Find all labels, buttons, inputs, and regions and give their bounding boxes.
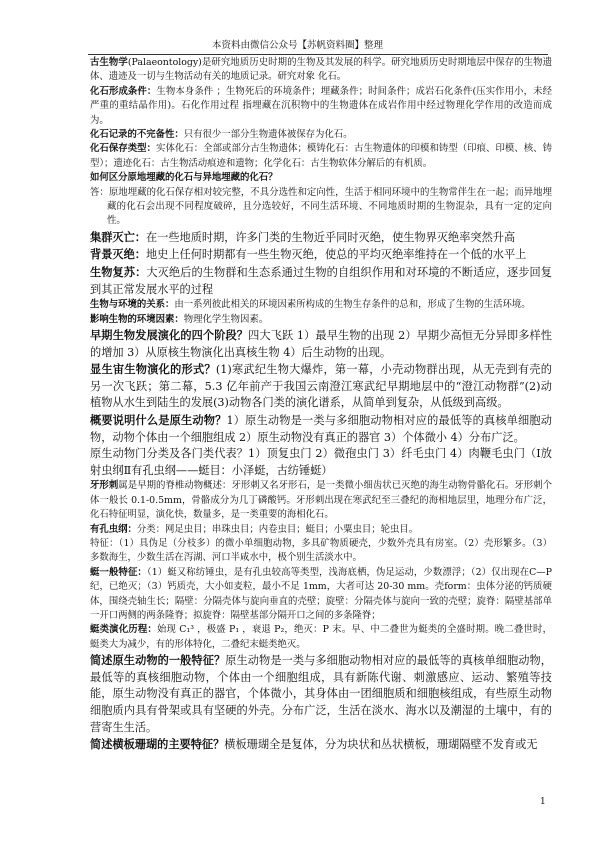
paragraph-term: 有孔虫纲： xyxy=(90,523,137,535)
paragraph-text: 在一些地质时期，许多门类的生物近乎同时灭绝，使生物界灭绝率突然升高 xyxy=(145,230,516,244)
paragraph xyxy=(90,313,552,327)
paragraph-text: 分类：网足虫目；串珠虫目；内卷虫目；蜓目；小粟虫目；轮虫目。 xyxy=(136,523,419,535)
page-header: 本资料由微信公众号【苏帆资料圈】整理 xyxy=(211,40,383,51)
paragraph-term: 显生宙生物演化的形式？ xyxy=(90,362,216,377)
paragraph-text: 大灭绝后的生物群和生态系通过生物的自组织作用和对环境的不断适应，逐步回复到其正常发展水平的过程 xyxy=(90,266,552,296)
paragraph xyxy=(90,523,552,537)
paragraph-term: 概要说明什么是原生动物？ xyxy=(90,413,227,428)
paragraph xyxy=(90,652,552,736)
paragraph-term: 化石保存类型： xyxy=(90,143,157,155)
paragraph xyxy=(90,85,552,128)
paragraph-text: 原生动物是一类与多细胞动物相对应的最低等的真核单细胞动物，最低等的真核细胞动物，个体由一个细胞组成，具有新陈代谢、刺激感应、运动、繁殖等技能，原生动物没有真正的器官，个体微小，其身体由一团细胞质和细胞核组成，有些原生动物细胞质内具有骨架或具有坚硬的外壳。分布广泛，生活在淡水、海水以及潮湿的土壤中，有的营寄生生活。 xyxy=(90,654,552,734)
paragraph xyxy=(90,623,552,652)
paragraph xyxy=(90,142,552,171)
paragraph-text: 生物本身条件 ；生物死后的环境条件；埋藏条件；时间条件；成岩石化条件(压实作用小，未经严重的重结晶作用)。石化作用过程 指埋藏在沉积物中的生物遗体在成岩作用中经过物理化学作用的改造而成为。 xyxy=(90,85,552,126)
paragraph-term: 化石形成条件： xyxy=(90,85,157,97)
paragraph-text: 只有很少一部分生物遗体被保存为化石。 xyxy=(183,129,353,141)
header-rule xyxy=(88,54,548,55)
paragraph xyxy=(90,246,552,264)
paragraph xyxy=(90,171,552,185)
paragraph-term: 蜓一般特征： xyxy=(90,566,147,578)
paragraph-text: 始现 C₁³ ，极盛 P₁ ，衰退 P₂，绝灭：P 末。早、中二叠世为蜓类的全盛时期。晚二叠世时，蜓类大为减少，有的形体特化，二叠纪末蜓类绝灭。 xyxy=(90,624,552,650)
paragraph xyxy=(90,537,552,566)
document-body xyxy=(90,56,552,826)
paragraph-term: 影响生物的环境因素： xyxy=(90,313,184,325)
paragraph xyxy=(90,298,552,312)
paragraph xyxy=(90,128,552,142)
paragraph xyxy=(90,56,552,85)
paragraph-text: （1）蜓又称纺锤虫，是有孔虫较高等类型，浅海底栖，伪足运动，少数漂浮；（2）仅出现在C—P 纪，已绝灭；（3）钙质壳，大小如麦粒，最小不足 1mm，大者可达 20-30 mm。壳form：虫体分泌的钙质硬体，围绕壳轴生长；隔壁：分隔壳体与旋向垂直的壳壁；旋壁：分隔壳体与旋向一致的壳壁；旋脊：隔壁基部单一开口两侧的两条隆脊；拟旋脊：隔壁基部分隔开口之间的多条隆脊； xyxy=(90,566,552,622)
paragraph-term: 古生物学 xyxy=(90,57,128,68)
paragraph-term: 如何区分原地埋藏的化石与异地埋藏的化石？ xyxy=(90,172,278,184)
paragraph-text: (Palaeontology)是研究地质历史时期的生物及其发展的科学。研究地质历史时期地层中保存的生物遗体、遗迹及一切与生物活动有关的地质记录。研究对象 化石。 xyxy=(90,57,552,83)
paragraph xyxy=(90,186,552,229)
paragraph-term: 生物与环境的关系： xyxy=(90,299,175,311)
paragraph-term: 早期生物发展演化的四个阶段？ xyxy=(90,328,249,343)
paragraph-text: 原生动物门分类及各门类代表？1）顶复虫门 2）微孢虫门 3）纤毛虫门 4）肉鞭毛虫门（Ⅰ放射虫纲Ⅱ有孔虫纲——蜓目：小泽蜓，古纺锤蜓） xyxy=(90,447,552,477)
paragraph-term: 简述横板珊瑚的主要特征？ xyxy=(90,737,225,752)
paragraph-term: 简述原生动物的一般特征？ xyxy=(90,653,226,668)
paragraph-term: 牙形刺 xyxy=(90,480,119,492)
paragraph-text: 横板珊瑚全是复体，分为块状和丛状横板，珊瑚隔壁不发育或无 xyxy=(224,738,538,752)
paragraph-text: 由一系列彼此相关的环境因素所构成的生物生存条件的总和，形成了生物的生活环境。 xyxy=(174,299,531,311)
paragraph-text: 属是早期的脊椎动物概述：牙形刺又名牙形石，是一类微小细齿状已灭绝的海生动物骨骼化石。牙形刺个体一般长 0.1-0.5mm，骨骼成分为几丁磷酸钙。牙形刺出现在寒武纪至三叠纪的海相地层里，地理分布广泛，化石特征明显，演化快，数量多，是一类重要的海相化石。 xyxy=(90,480,552,521)
page-number: 1 xyxy=(540,797,546,807)
paragraph-text: 物理化学生物因素。 xyxy=(183,313,269,325)
paragraph-text: 实体化石：全部或部分古生物遗体；模铸化石：古生物遗体的印模和铸型（印痕、印模、核、铸型）；遗迹化石：古生物活动痕迹和遗物；化学化石：古生物软体分解后的有机质。 xyxy=(90,143,552,169)
paragraph-text: 四大飞跃 1）最早生物的出现 2）早期少高恒无分异即多样性的增加 3）从原核生物演化出真核生物 4）后生动物的出现。 xyxy=(90,329,552,359)
paragraph xyxy=(90,412,552,446)
paragraph-text: 地史上任何时期都有一些生物灭绝，使总的平均灭绝率维持在一个低的水平上 xyxy=(145,248,527,262)
paragraph-term: 集群灭亡： xyxy=(90,229,146,244)
paragraph xyxy=(90,566,552,624)
paragraph xyxy=(90,327,552,361)
paragraph xyxy=(90,264,552,298)
paragraph-text: (1)寒武纪生物大爆炸，第一幕，小壳动物群出现，从无壳到有壳的另一次飞跃；第二幕，5.3 亿年前产于我国云南澄江寒武纪早期地层中的“澄江动物群”(2)动植物从水生到陆生的发展(3)动物各门类的演化谱系，从简单到复杂，从低级到高级。 xyxy=(90,363,552,410)
paragraph-text: 答：原地埋藏的化石保存相对较完整，不具分选性和定向性，生活于相同环境中的生物常伴生在一起；而异地埋藏的化石会出现不同程度破碎，且分选较好，不同生活环境、不同地质时期的生物混杂，具有一定的定向性。 xyxy=(90,186,552,227)
paragraph-text: 1）原生动物是一类与多细胞动物相对应的最低等的真核单细胞动物，动物个体由一个细胞组成 2）原生动物没有真正的器官 3）个体微小 4）分布广泛。 xyxy=(90,414,552,444)
paragraph-term: 蜓类演化历程： xyxy=(90,624,157,636)
paragraph xyxy=(90,736,552,754)
paragraph-term: 背景灭绝： xyxy=(90,247,146,262)
paragraph-term: 化石记录的不完备性： xyxy=(90,129,184,141)
paragraph-text: 特征：（1）具伪足（分枝多）的微小单细胞动物，多具矿物质硬壳，少数外壳具有房室。（2）壳形繁多。（3）多数海生，少数生活在泻湖、河口半咸水中，极个别生活淡水中。 xyxy=(90,538,552,564)
paragraph xyxy=(90,229,552,247)
paragraph xyxy=(90,361,552,412)
paragraph-term: 生物复苏： xyxy=(90,265,147,280)
paragraph xyxy=(90,446,552,479)
paragraph xyxy=(90,479,552,522)
